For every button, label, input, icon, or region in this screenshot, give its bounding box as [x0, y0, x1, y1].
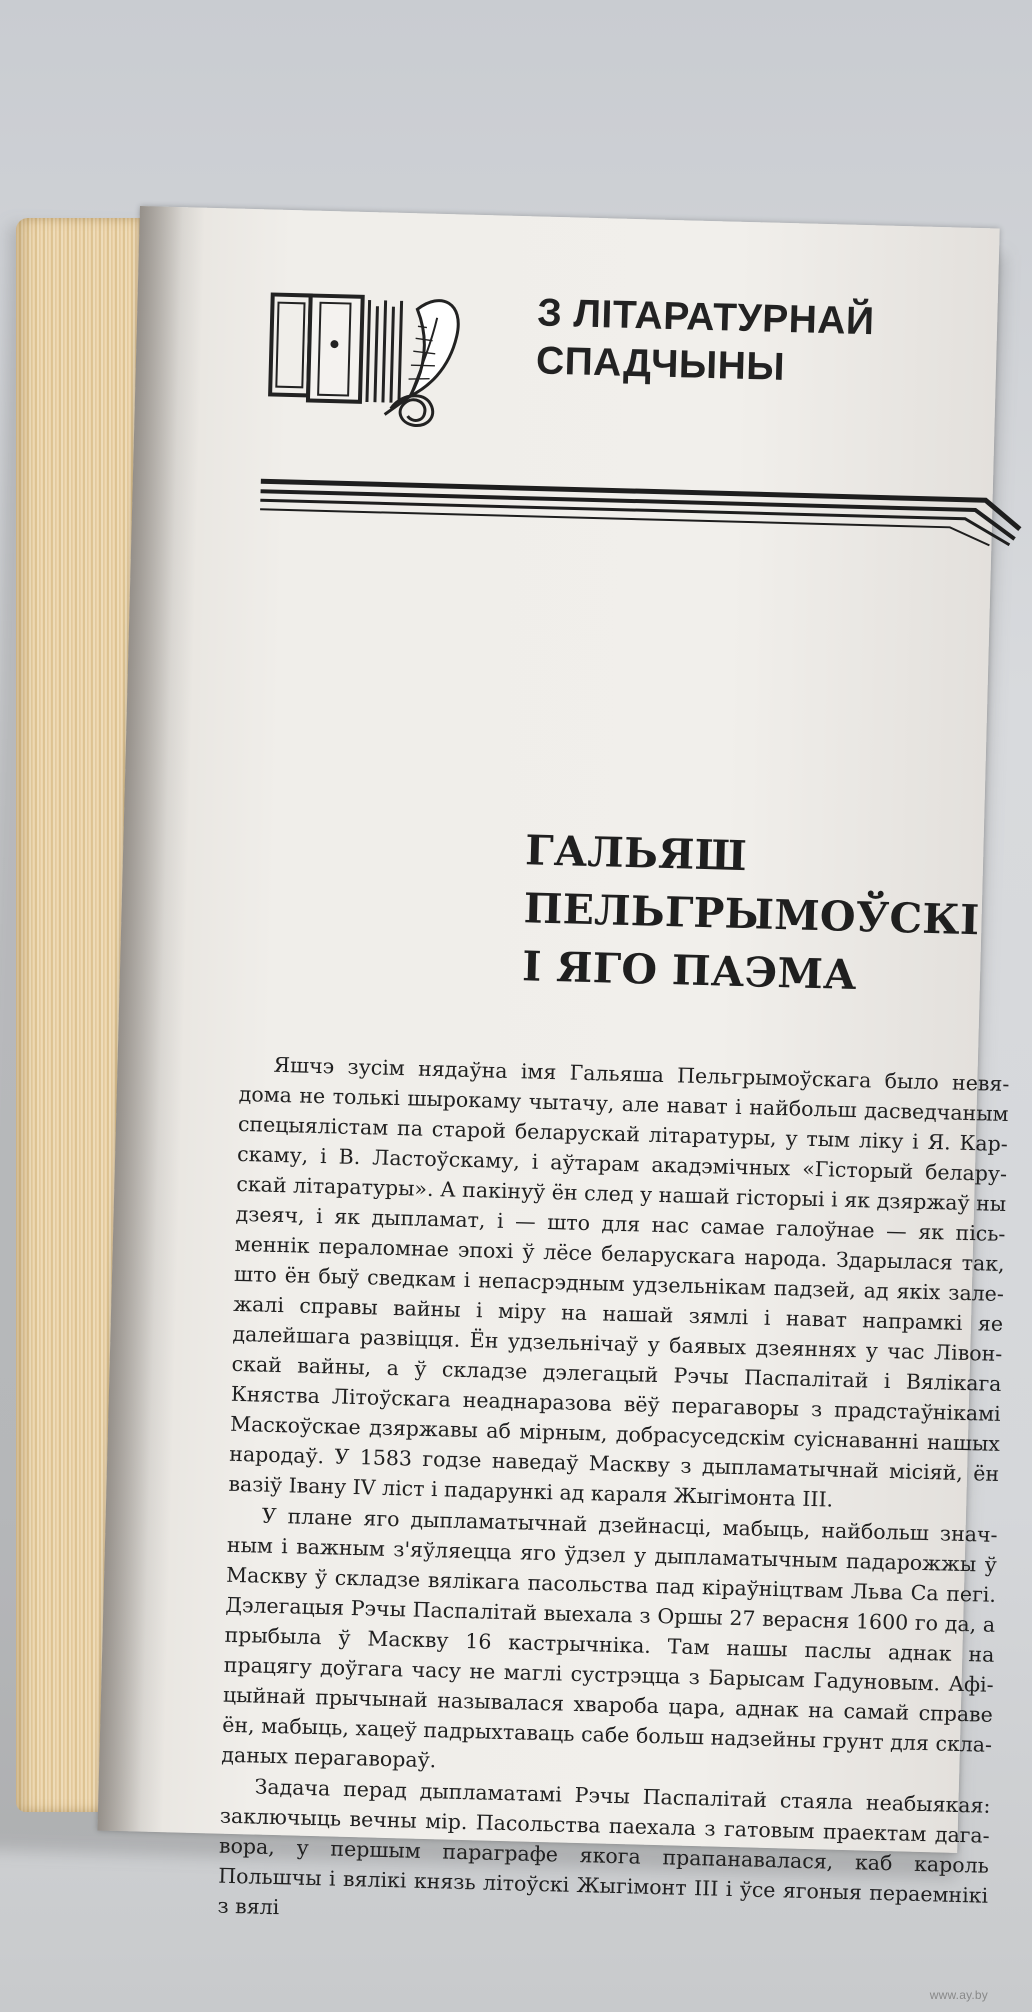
article-title	[521, 821, 981, 1006]
article-paragraph-3: Задача перад дыпламатамі Рэчы Паспалітай стаяла неабыякая: заключыць вечны мір. Пасольства паехала з гатовым праектам дага вора, у першым параграфе якога прапанавалася, каб кароль Польшчы і вялікі князь літоўскі Жыгімонт III і ўсе ягоныя пераемнікі з вялі	[217, 1774, 991, 1920]
article-paragraph-2: У плане яго дыпламатычнай дзейнасці, мабыць, найбольш знач ным і важным з'яўляецца яго ўдзел у дыпламатычным падарожжы ў Маскву ў складзе вялікага пасольства пад кіраўніцтвам Льва Са пегі. Дэлегацыя Рэчы Паспалітай выехала з Оршы 27 верасня 1600 го да, а прыбыла ў Маскву 16 кастрычніка. Там нашы паслы аднак на працягу доўгага часу не маглі сустрэцца з Барысам Гадуновым. Афі цыйнай прычынай называлася хвароба цара, аднак на самай справе ён, мабыць, хацеў падрыхтаваць сабе больш надзейны грунт для скла даных перагавораў.	[221, 1503, 998, 1773]
book-and-quill-icon	[264, 279, 473, 429]
book-page	[97, 206, 1010, 1920]
section-header-title-line-1: З ЛІТАРАТУРНАЙ	[536, 291, 876, 344]
faint-show-through-text	[308, 546, 961, 660]
article-body	[217, 1049, 1010, 1941]
decorative-horizontal-rule	[260, 476, 1021, 546]
site-watermark: www.ay.by	[929, 1988, 988, 2002]
article-title-line-3: І ЯГО ПАЭМА	[521, 942, 858, 1000]
section-header-title	[535, 289, 977, 396]
section-header-title-line-2: СПАДЧЫНЫ	[535, 339, 786, 389]
article-paragraph-1: Яшчэ зусім нядаўна імя Гальяша Пельгрымоўскага было невя дома не толькі шырокаму чытачу, але нават і найбольш дасведчаным спецыялістам па старой беларускай літаратуры, у тым ліку і Я. Кар скаму, і В. Ластоўскаму, і аўтарам акадэмічных «Гісторый белару скай літаратуры». А пакінуў ён след у нашай гісторыі і як дзяржаў ны дзеяч, і як дыпламат, і — што для нас самае галоўнае — як пісь меннік пераломнае эпохі ў лёсе беларускага народа. Здарылася так, што ён быў сведкам і непасрэдным удзельнікам падзей, ад якіх зале жалі справы вайны і міру на нашай зямлі і нават напрамкі яе далейшага развіцця. Ён удзельнічаў у баявых дзеяннях у час Лівон скай вайны, а ў складзе дэлегацый Рэчы Паспалітай і Вялікага Княства Літоўскага неаднаразова вёў перагаворы з прадстаўнікамі Маскоўскае дзяржавы аб мірным, добрасуседскім суіснаванні нашых народаў. У 1583 годзе наведаў Маскву з дыпламатычнай місіяй, ён вазіў Івану IV ліст і падарункі ад караля Жыгімонта III.	[228, 1052, 1010, 1512]
article-title-line-2: ПЕЛЬГРЫМОЎСКІ	[523, 884, 981, 945]
article-title-line-1: ГАЛЬЯШ	[524, 826, 748, 881]
